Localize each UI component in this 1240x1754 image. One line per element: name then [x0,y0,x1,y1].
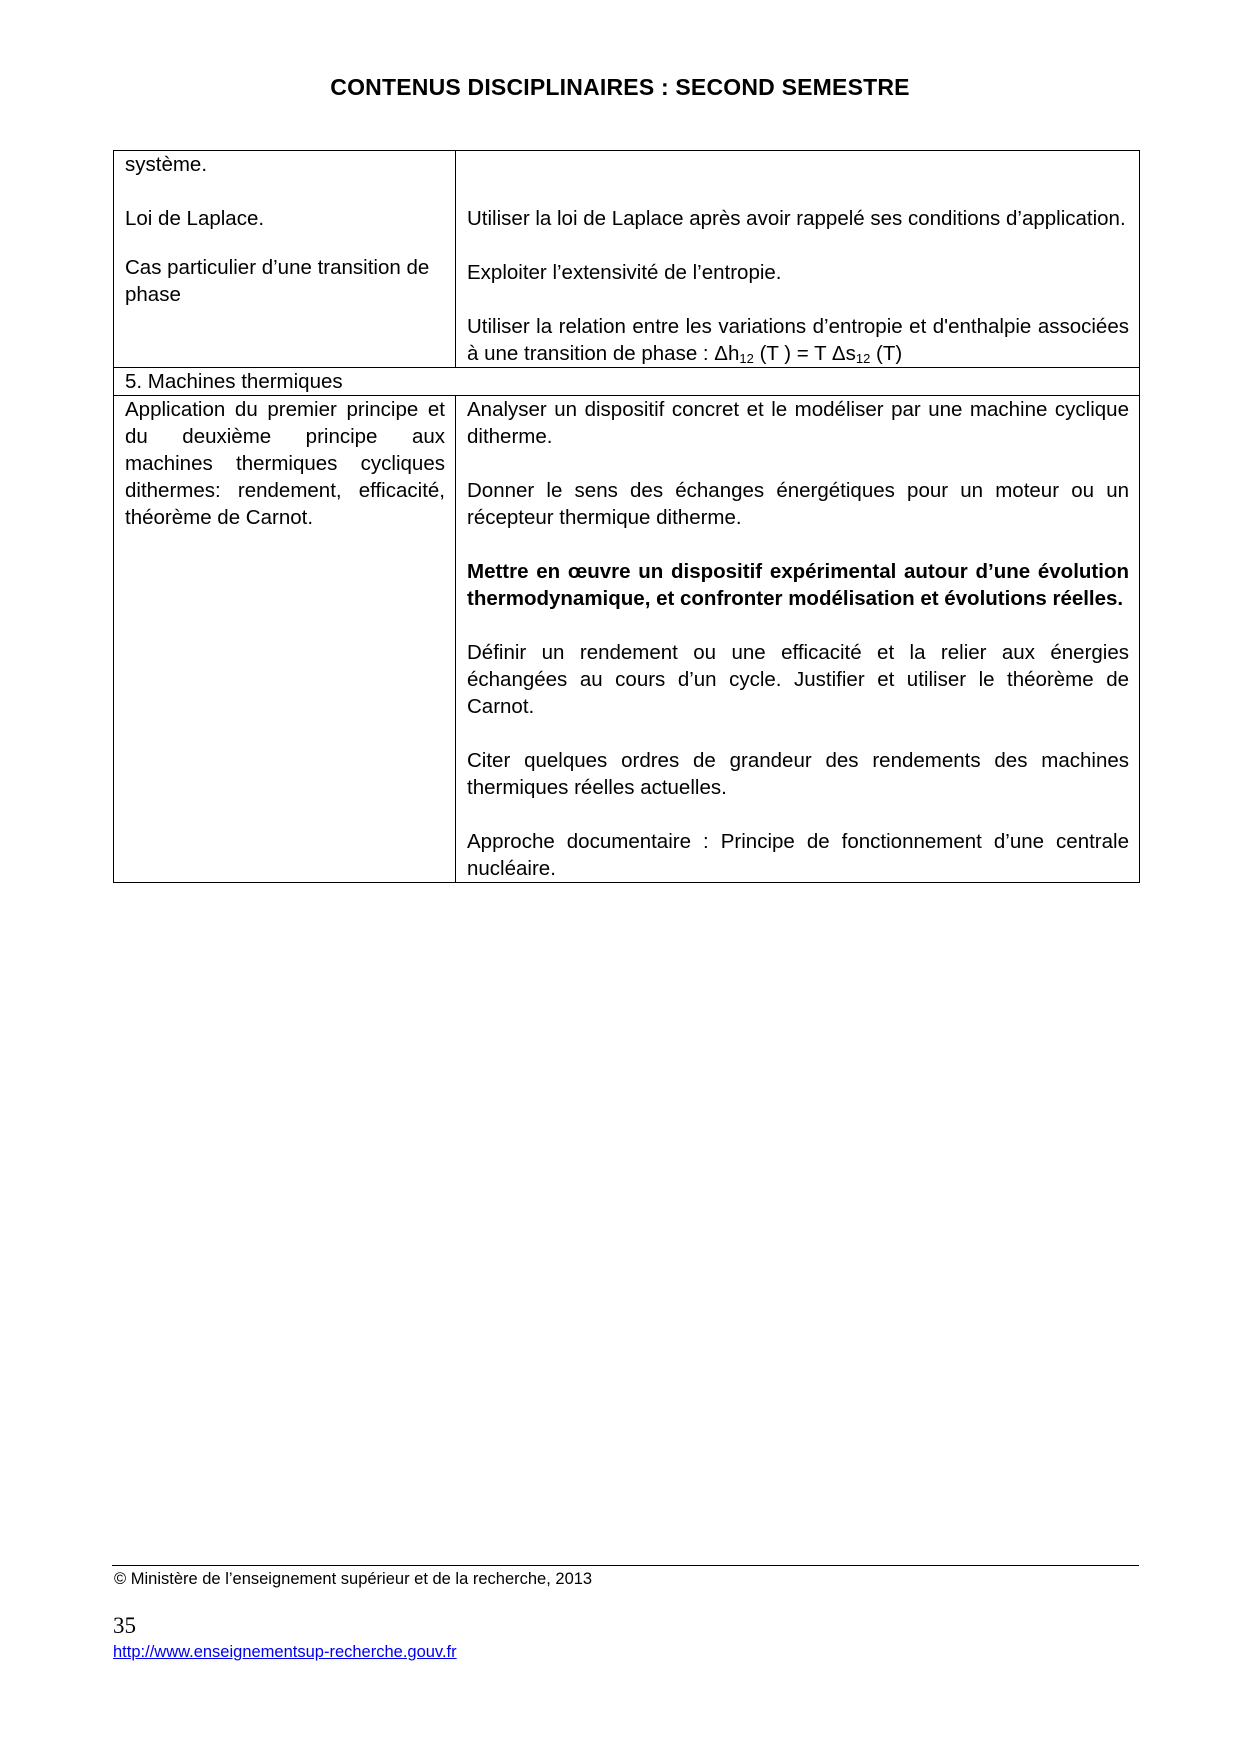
table-text: système. [125,153,208,176]
table-text: Application du premier principe et du deuxième principe aux machines thermiques cycliques dithermes: rendement, efficacité, théorème de Carnot. [125,398,445,529]
table-text: Analyser un dispositif concret et le modéliser par une machine cyclique ditherme. [467,398,1129,448]
subscript: 12 [739,351,754,366]
table-cell-abilities [456,151,1140,368]
table-text-bold: Mettre en œuvre un dispositif expérimental autour d’une évolution thermodynamique, et confronter modélisation et évolutions réelles. [467,560,1129,610]
footer-link[interactable]: http://www.enseignementsup-recherche.gouv.fr [113,1643,457,1661]
table-row [114,396,1140,883]
section-header: 5. Machines thermiques [114,368,1140,396]
table-text: Citer quelques ordres de grandeur des rendements des machines thermiques réelles actuelles. [467,749,1129,799]
program-table [113,150,1140,883]
table-text: Approche documentaire : Principe de fonctionnement d’une centrale nucléaire. [467,830,1129,880]
table-cell-abilities [456,396,1140,883]
formula-text: (T) [870,342,903,365]
formula-text: Utiliser la relation entre les variations d’entropie et d'enthalpie associées à une transition de phase : Δh [467,315,1129,365]
formula-text: (T ) = T Δs [753,342,856,365]
footer-rule [112,1565,1139,1566]
table-section-row [114,368,1140,396]
subscript: 12 [855,351,871,366]
page-number: 35 [113,1613,136,1638]
footer-copyright: © Ministère de l’enseignement supérieur et de la recherche, 2013 [114,1570,593,1588]
table-text: Définir un rendement ou une efficacité et la relier aux énergies échangées au cours d’un cycle. Justifier et utiliser le théorème de Carnot. [467,641,1129,718]
table-row [114,151,1140,368]
table-text: Exploiter l’extensivité de l’entropie. [467,261,782,284]
table-text: Loi de Laplace. [125,207,265,230]
table-text: Donner le sens des échanges énergétiques pour un moteur ou un récepteur thermique ditherme. [467,479,1129,529]
table-cell-content [114,396,456,883]
table-cell-content [114,151,456,368]
table-text: Utiliser la loi de Laplace après avoir rappelé ses conditions d’application. [467,207,1126,230]
page-title: CONTENUS DISCIPLINAIRES : SECOND SEMESTRE [330,74,910,100]
table-text: Cas particulier d’une transition de phase [125,256,430,306]
table-text [467,313,1129,367]
